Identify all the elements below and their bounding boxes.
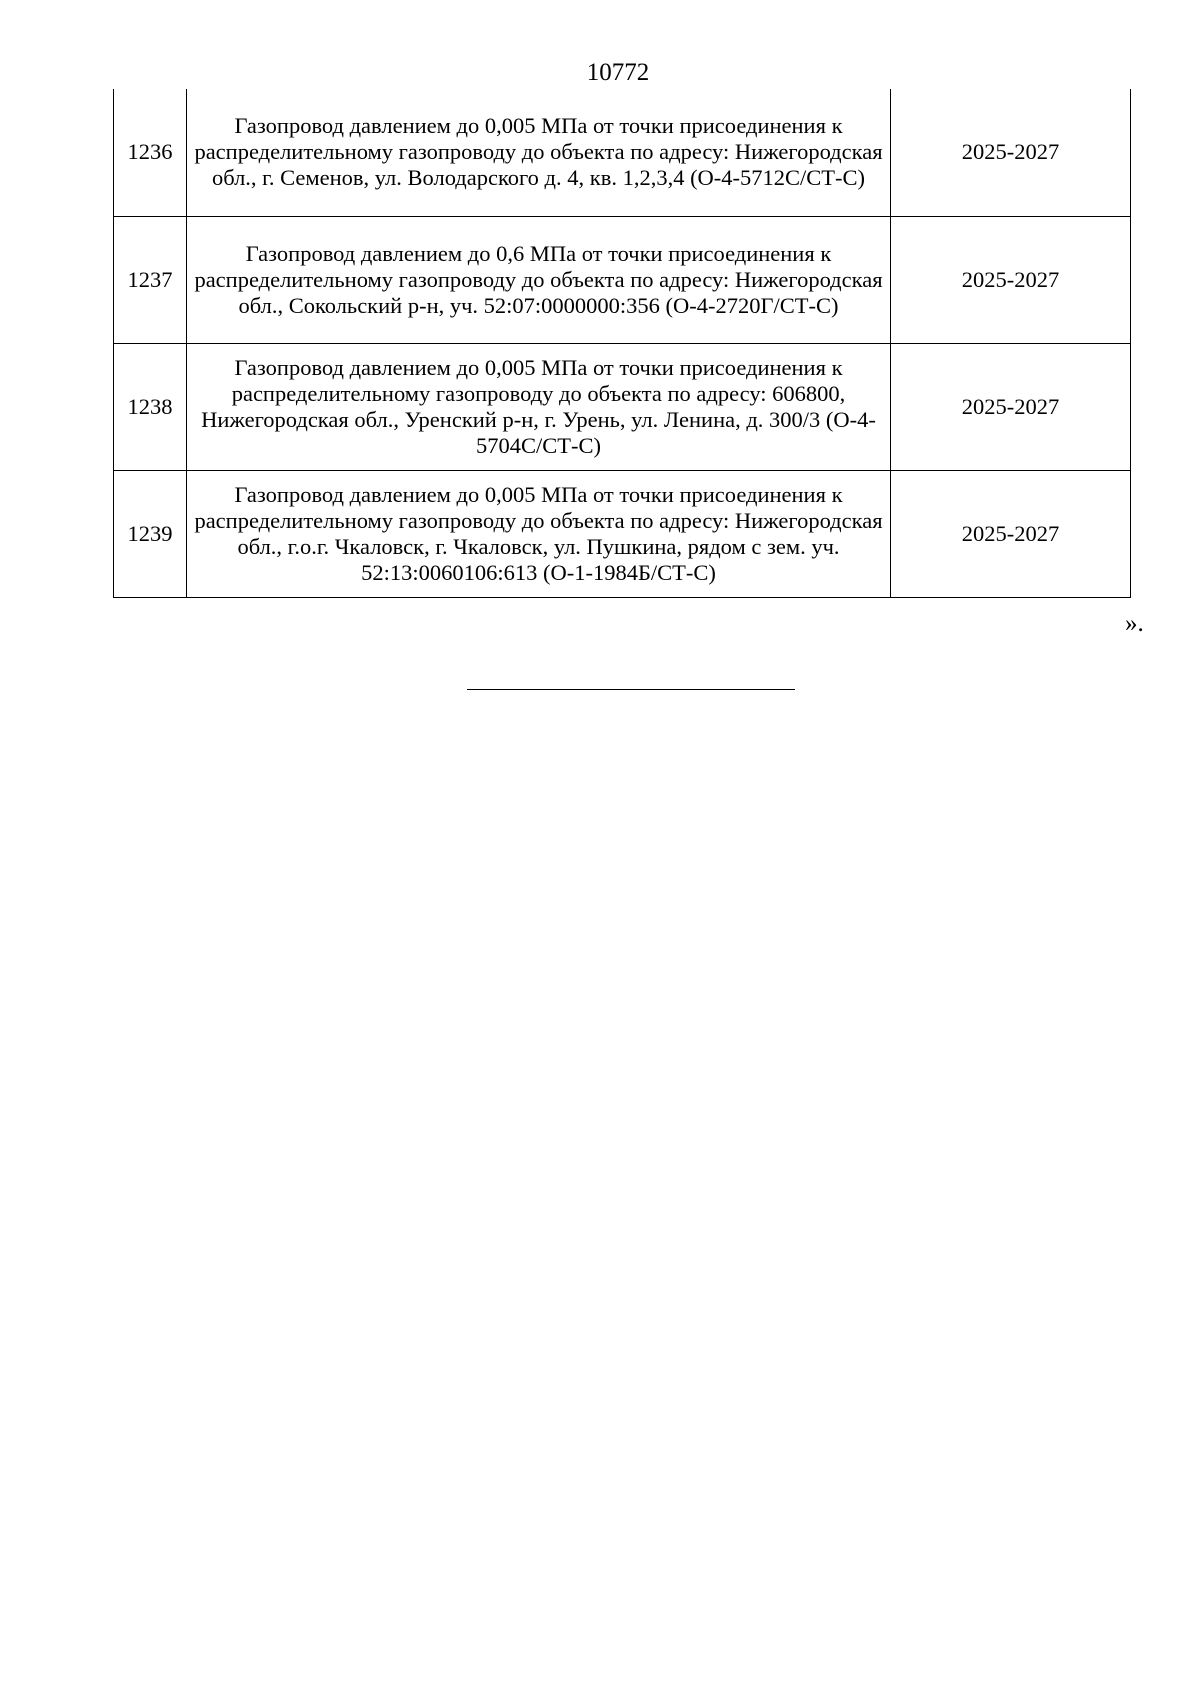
- registry-table: [113, 89, 1131, 598]
- row-period: 2025-2027: [891, 343, 1131, 470]
- table-row: [114, 89, 1131, 216]
- row-description: Газопровод давлением до 0,005 МПа от точки присоединения к распределительному газопроводу до объекта по адресу: Нижегородская обл., г.о.г. Чкаловск, г. Чкаловск, ул. Пушкина, рядом с зем. уч. 52:13:0060106:613 (О-1-1984Б/СТ-С): [187, 470, 891, 597]
- row-number: 1236: [114, 89, 187, 216]
- row-number: 1239: [114, 470, 187, 597]
- page-number: 10772: [586, 59, 650, 86]
- row-description: Газопровод давлением до 0,005 МПа от точки присоединения к распределительному газопроводу до объекта по адресу: Нижегородская обл., г. Семенов, ул. Володарского д. 4, кв. 1,2,3,4 (О-4-5712С/СТ-С): [187, 89, 891, 216]
- table-row: [114, 216, 1131, 343]
- row-period: 2025-2027: [891, 89, 1131, 216]
- row-number: 1238: [114, 343, 187, 470]
- end-divider: [467, 689, 795, 690]
- row-description: Газопровод давлением до 0,6 МПа от точки присоединения к распределительному газопроводу до объекта по адресу: Нижегородская обл., Сокольский р-н, уч. 52:07:0000000:356 (О-4-2720Г/СТ-С): [187, 216, 891, 343]
- closing-quote-mark: ».: [1125, 610, 1144, 637]
- table-row: [114, 470, 1131, 597]
- row-number: 1237: [114, 216, 187, 343]
- row-period: 2025-2027: [891, 470, 1131, 597]
- row-description: Газопровод давлением до 0,005 МПа от точки присоединения к распределительному газопроводу до объекта по адресу: 606800, Нижегородская обл., Уренский р-н, г. Урень, ул. Ленина, д. 300/3 (О-4-5704С/СТ-С): [187, 343, 891, 470]
- table-row: [114, 343, 1131, 470]
- row-period: 2025-2027: [891, 216, 1131, 343]
